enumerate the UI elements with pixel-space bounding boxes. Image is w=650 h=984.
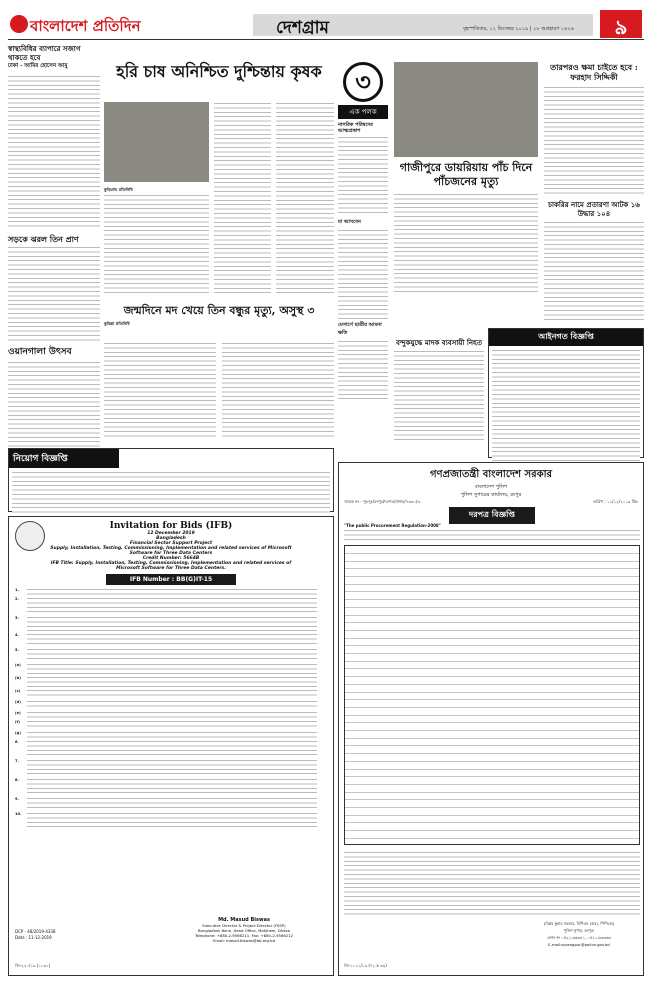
right-body: [544, 86, 644, 196]
ifb-point-text: [27, 597, 317, 615]
govt-header: গণপ্রজাতন্ত্রী বাংলাদেশ সরকার: [430, 469, 552, 480]
lead-body-2: [214, 102, 271, 294]
right-column: [544, 62, 644, 322]
ifb-point-number: (a): [15, 663, 21, 667]
gazipur-body: [394, 193, 538, 293]
ifb-point-number: (e): [15, 711, 21, 715]
govt-footer-code: জি-১০১১/১৯ (৭২ x ৩৯): [344, 963, 387, 968]
lead-story: [104, 62, 334, 302]
govt-title: দরপত্র বিজ্ঞপ্তি: [449, 507, 535, 524]
tally-label: এক পলক: [338, 105, 388, 119]
bangladesh-bank-seal: [15, 521, 45, 551]
ifb-date: 12 December 2019: [147, 531, 195, 536]
govt-memo-date: তারিখ : ১১/১২/২০১৯ খ্রিঃ: [592, 499, 638, 504]
ifb-country: Bangladesh: [156, 536, 186, 541]
ifb-point-number: 3.: [15, 616, 19, 620]
ifb-point-number: 6.: [15, 740, 19, 744]
ifb-point-text: [27, 588, 317, 596]
right-headline: তারপরও ক্ষমা চাইতে হবে : ফরহাদ সিদ্দিকী: [550, 62, 638, 82]
govt-conditions: [344, 851, 640, 917]
masthead: [8, 10, 644, 40]
newspaper-logo-icon: [10, 15, 28, 33]
ifb-point-text: [27, 720, 317, 730]
ifb-dcp: DCP - 48/2019-4338: [15, 929, 56, 934]
ifb-point-number: (g): [15, 731, 21, 735]
legal-notice: [488, 328, 644, 458]
col1-headline: স্বাস্থ্যবিধির ব্যাপারে সজাগ থাকতে হবে: [8, 44, 81, 62]
ifb-ad: [8, 516, 334, 976]
col1-sub2-body: [8, 361, 100, 451]
govt-signature: (বিপ্লব কুমার সরকার, বিপিএম (বার), পিপিএম): [543, 921, 615, 926]
govt-intro: "The public Procurement Regulation-2008": [344, 523, 441, 528]
drink-byline: কুমিল্লা প্রতিনিধি: [104, 321, 130, 326]
ifb-signer-office: Bangladesh Bank, Head Office, Motijheel, Dhaka: [198, 928, 290, 933]
ifb-point-number: 8.: [15, 778, 19, 782]
ifb-point-text: [27, 616, 317, 632]
ifb-point-text: [27, 731, 317, 739]
ifb-point-number: (b): [15, 676, 21, 680]
govt-email: E-mail:sprangpur@police.gov.bd: [548, 942, 610, 947]
ifb-footer-code: জি-২২০/১৯ (১০৩১): [15, 963, 51, 968]
arrest-headline: বন্দুকযুদ্ধে মাদক ব্যবসায়ী নিহত: [396, 338, 482, 347]
left-column: [8, 44, 100, 444]
govt-intro-body: [344, 529, 640, 543]
ifb-number: IFB Number : BB(G)IT-15: [106, 574, 236, 585]
gazipur-photo: [394, 62, 538, 157]
page-number: ৯: [614, 15, 628, 39]
ifb-signer-phone: Telephone: +880-2-9566211, Fax: +880-2-9566212: [194, 933, 294, 938]
tender-table: [344, 545, 640, 845]
recruitment-body: [12, 471, 330, 517]
col1-body: [8, 75, 100, 230]
ifb-point-text: [27, 711, 317, 719]
ifb-contract: Supply, Installation, Testing, Commissioning, Implementation and related services of Microsoft Software for Three Data Centers: [50, 546, 292, 556]
right-sub-body: [544, 221, 644, 321]
ifb-point-text: [27, 676, 317, 688]
col1-byline: ঢাকা - আমির হোসেন আমু: [8, 63, 68, 69]
ifb-point-number: 4.: [15, 633, 19, 637]
lead-byline: কুড়িগ্রাম প্রতিনিধি: [104, 187, 133, 192]
govt-phone: ফোন নং ০৫২১-৬৬৩৪১, ০৫২১-৬৩৩৬৩: [547, 935, 611, 940]
govt-designation: পুলিশ সুপার, রংপুর।: [563, 928, 595, 933]
gazipur-headline: গাজীপুরে ডায়রিয়ায় পাঁচ দিনে পাঁচজনের মৃত্যু: [399, 161, 533, 188]
section-title: দেশগ্রাম: [276, 18, 329, 38]
right-subhead: চাকরির নামে প্রতারণা আটক ১৬ উদ্ধার ১০৪: [548, 200, 640, 218]
ifb-point-text: [27, 663, 317, 675]
lead-body-3: [276, 102, 334, 294]
ifb-point-text: [27, 778, 317, 796]
arrest-body: [394, 350, 484, 440]
ifb-point-number: 7.: [15, 759, 19, 763]
lead-headline: হরি চাষ অনিশ্চিত দুশ্চিন্তায় কৃষক: [116, 62, 322, 81]
ifb-point-number: (c): [15, 689, 21, 693]
recruitment-ad: [8, 448, 334, 512]
tally-body: [338, 136, 388, 216]
govt-sub2: পুলিশ সুপারের কার্যালয়, রংপুর: [460, 492, 522, 498]
col1-sub-body: [8, 246, 100, 341]
ifb-title: Invitation for Bids (IFB): [109, 521, 233, 531]
ifb-body: [15, 588, 327, 878]
drink-story: [104, 304, 334, 444]
ifb-point-number: 1.: [15, 588, 19, 592]
ifb-point-text: [27, 740, 317, 758]
tally-body-2: [338, 229, 388, 319]
tally-number: ৩: [343, 62, 383, 102]
ifb-point-number: 10.: [15, 812, 22, 816]
ifb-label: IFB Title: Supply, Installation, Testing, Commissioning, Implementation and related services of Microsoft Software for Three Data Centers.: [50, 561, 292, 571]
tally-column: [338, 62, 388, 442]
ifb-point-text: [27, 700, 317, 710]
lead-body-1: [104, 194, 209, 294]
ifb-point-number: 2.: [15, 597, 19, 601]
ifb-signer-email: Email: masud.biswas@bb.org.bd: [213, 938, 275, 943]
drink-body-1: [104, 342, 216, 440]
ifb-point-text: [27, 648, 317, 662]
tally-box2-title: মা আসবেন: [338, 219, 361, 225]
ifb-point-number: (f): [15, 720, 20, 724]
ifb-project: Financial Sector Support Project: [129, 541, 213, 546]
ifb-dcp-date: Date : 11-12-2019: [15, 935, 52, 940]
ifb-point-number: (d): [15, 700, 21, 704]
govt-memo: স্মারক নং - পুঃসুঃ/রংপুর/দরপত্র/প্রশাঃ/৭৩৩০/৩: [344, 499, 420, 504]
ifb-signer-name: Md. Masud Biswas: [218, 917, 270, 923]
col1-subhead: সড়কে ঝরল তিন প্রাণ: [8, 234, 79, 244]
legal-notice-body: [492, 349, 640, 464]
arrest-story: [394, 338, 484, 458]
tally-box-title: নাগরিক পরিষদের আত্মপ্রকাশ: [338, 122, 373, 134]
drink-body-2: [222, 342, 334, 440]
ifb-point-text: [27, 689, 317, 699]
drink-headline: জন্মদিনে মদ খেয়ে তিন বন্ধুর মৃত্যু, অসুস্থ ৩: [123, 304, 315, 317]
ifb-point-text: [27, 633, 317, 647]
govt-sub1: বাংলাদেশ পুলিশ: [474, 484, 508, 490]
ifb-point-text: [27, 797, 317, 811]
ifb-point-number: 5.: [15, 648, 19, 652]
ifb-credit: Credit Number: 5664B: [142, 556, 200, 561]
newspaper-name: বাংলাদেশ প্রতিদিন: [30, 17, 141, 35]
ifb-signer-title: Executive Director & Project Director (FSSP): [202, 923, 286, 928]
table-rows: [345, 546, 639, 844]
ifb-point-text: [27, 759, 317, 777]
lead-photo: [104, 102, 209, 182]
tally-box3-title: মেসার্সে ছাত্রীর আমনা ক্ষতি: [338, 322, 382, 336]
tender-notice: [338, 462, 644, 976]
tally-body-3: [338, 340, 388, 400]
legal-notice-title: আইনগত বিজ্ঞপ্তি: [489, 329, 643, 346]
ifb-point-number: 9.: [15, 797, 19, 801]
recruitment-title: নিয়োগ বিজ্ঞপ্তি: [9, 449, 119, 468]
issue-date: বৃহস্পতিবার, ১২ ডিসেম্বর ২০১৯ | ২৮ অগ্রহায়ণ ১৪২৬: [463, 26, 574, 32]
ifb-point-text: [27, 812, 317, 828]
gazipur-story: [394, 62, 538, 332]
col1-subhead-2: ওয়ানগালা উৎসব: [8, 347, 72, 357]
